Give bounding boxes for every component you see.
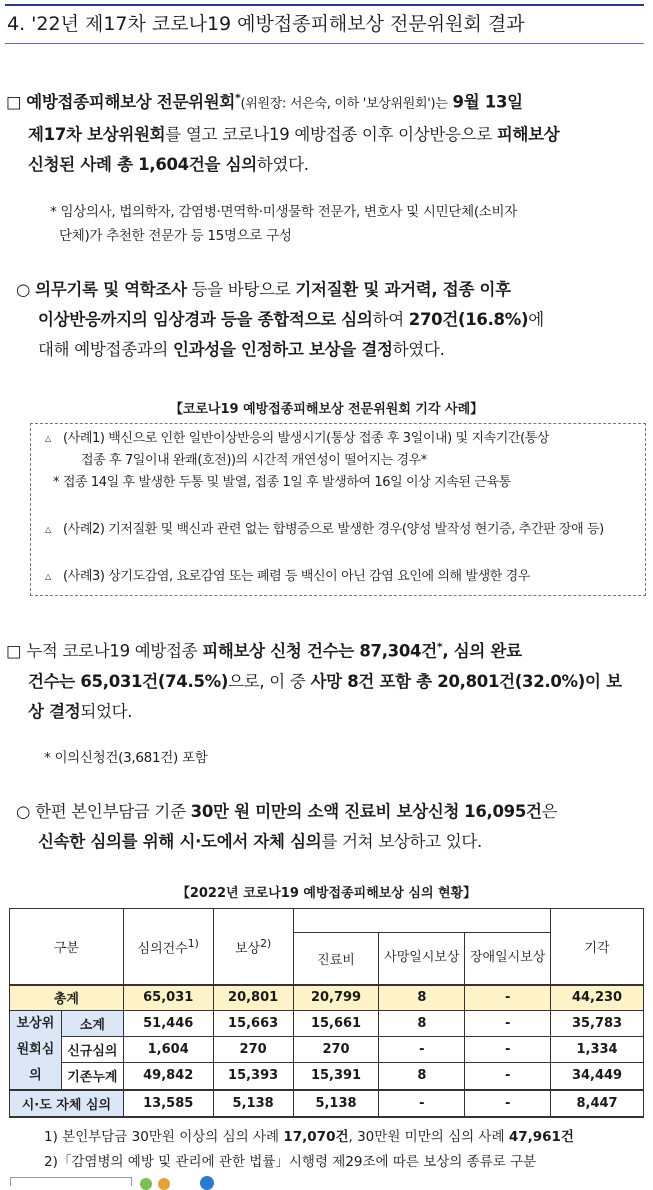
para3-text1: 누적 코로나19 예방접종	[26, 641, 198, 661]
paragraph-committee	[6, 83, 647, 180]
rejection-box-title: 【코로나19 예방접종피해보상 전문위원회 기각 사례】	[169, 402, 484, 417]
cell: 5,138	[213, 1090, 293, 1117]
star-mark-2: *	[436, 640, 443, 653]
header-reviews	[123, 909, 213, 985]
note1-line1: * 임상의사, 법의학자, 감염병·면역학·미생물학 전문가, 변호사 및 시민단체(소비자	[50, 204, 518, 220]
header-reviews-label: 심의건수	[137, 940, 188, 956]
paragraph-cumulative	[6, 632, 647, 727]
cell: 65,031	[123, 985, 213, 1011]
header-death: 사망일시보상	[379, 933, 465, 985]
header-medical: 진료비	[293, 933, 379, 985]
para2-bold3: 이상반응까지의 임상경과 등을 종합적으로 심의	[38, 310, 373, 329]
table-footnote-2: 2)「감염병의 예방 및 관리에 관한 법률」시행령 제29조에 따른 보상의 종류로 구분	[44, 1154, 537, 1170]
table-row-total	[10, 985, 644, 1011]
para2-bold4: 인과성을 인정하고 보상을 결정	[173, 340, 393, 359]
row-label: 기존누계	[61, 1063, 123, 1090]
green-icon	[140, 1178, 152, 1190]
cell: 15,393	[213, 1063, 293, 1090]
cell: -	[465, 1063, 551, 1090]
section-header: 4. '22년 제17차 코로나19 예방접종피해보상 전문위원회 결과	[5, 4, 644, 44]
header-category: 구분	[10, 909, 124, 985]
table-row-subtotal	[10, 1010, 644, 1036]
cell: 49,842	[123, 1063, 213, 1090]
blue-icon	[200, 1176, 214, 1190]
cell: -	[465, 1036, 551, 1062]
square-bullet-2: □	[6, 641, 22, 661]
cell: -	[465, 1010, 551, 1036]
footnote1-text: 1) 본인부담금 30만원 이상의 심의 사례	[44, 1129, 280, 1145]
para2-bold2: 기저질환 및 과거력, 접종 이후	[295, 280, 511, 299]
para2-text3: 에	[528, 310, 544, 329]
cell: 51,446	[123, 1010, 213, 1036]
total-applications: 피해보상 신청 건수는 87,304건	[202, 641, 437, 661]
para2-bold1: 의무기록 및 역학조사	[35, 280, 187, 299]
cell: 15,663	[213, 1010, 293, 1036]
case3-text: (사례3) 상기도감염, 요로감염 또는 폐렴 등 백신이 아닌 감염 요인에 의해 발생한 경우	[63, 569, 530, 584]
case1-line2: 접종 후 7일이내 완쾌(호전))의 시간적 개연성이 떨어지는 경우*	[81, 453, 427, 468]
orange-icon	[158, 1178, 170, 1190]
footnote-mark-2: 2)	[260, 936, 272, 950]
para2-text2: 하여	[372, 310, 404, 329]
case1-note: * 접종 14일 후 발생한 두통 및 발열, 접종 1일 후 발생하여 16일 이상 지속된 근육통	[53, 475, 511, 490]
para1-bold: 피해보상	[496, 124, 560, 144]
cell: -	[379, 1036, 465, 1062]
footnote-mark-1: 1)	[187, 936, 199, 950]
star-mark: *	[235, 91, 241, 104]
case2-text: (사례2) 기저질환 및 백신과 관련 없는 합병증으로 발생한 경우(양성 발작성 현기증, 추간판 장애 등)	[63, 522, 604, 537]
appeal-note: * 이의신청건(3,681건) 포함	[44, 750, 208, 766]
note1-line2: 단체)가 추천한 전문가 등 15명으로 구성	[59, 228, 292, 244]
meeting-date: 9월 13일	[452, 92, 523, 112]
header-comp-types	[293, 909, 550, 933]
approved-count: 270건(16.8%)	[408, 310, 529, 329]
row-label: 소계	[61, 1010, 123, 1036]
header-disability: 장애일시보상	[465, 933, 551, 985]
header-compensation	[213, 909, 293, 985]
cell: 270	[213, 1036, 293, 1062]
footnote1-bold2: 47,961건	[508, 1129, 574, 1145]
bottom-toolbar-strip	[0, 1174, 653, 1183]
case1-line1: △ (사례1) 백신으로 인한 일반이상반응의 발생시기(통상 접종 후 3일이내) 및 지속기간(통상	[63, 431, 550, 446]
para2-text4: 대해 예방접종과의	[38, 340, 169, 359]
cell: -	[465, 1090, 551, 1117]
group-label: 보상위원회심의	[10, 1010, 62, 1090]
row-label: 총계	[10, 985, 124, 1011]
square-bullet: □	[6, 92, 22, 112]
case-3	[45, 566, 639, 588]
para3-bold2: , 심의 완료	[442, 641, 522, 661]
para2-end: 하였다.	[392, 340, 445, 359]
para3-bold3: 상 결정	[28, 701, 81, 721]
footnote1-bold1: 17,070건	[283, 1129, 349, 1145]
case-1	[45, 428, 639, 472]
footnote1-text2: , 30만원 미만의 심의 사례	[348, 1129, 505, 1145]
rejection-cases-box	[30, 423, 646, 596]
case-count: 신청된 사례 총 1,604건을 심의	[28, 154, 257, 174]
para2-text1: 등을 바탕으로	[191, 280, 291, 299]
para4-bold1: 30만 원 미만의 소액 진료비 보상신청	[190, 802, 460, 821]
paragraph-review	[16, 275, 647, 365]
cell: 15,391	[293, 1063, 379, 1090]
para1-end: 하였다.	[256, 154, 309, 174]
cell: 1,334	[551, 1036, 644, 1062]
cell: 8,447	[551, 1090, 644, 1117]
small-claims-count: 16,095건	[464, 802, 542, 821]
cell: -	[379, 1090, 465, 1117]
committee-name: 예방접종피해보상 전문위원회	[26, 92, 236, 112]
para4-text2: 은	[541, 802, 558, 821]
review-status-table	[9, 908, 644, 1118]
cell: 8	[379, 985, 465, 1011]
para3-text2: 으로, 이 중	[228, 671, 306, 691]
cell: 15,661	[293, 1010, 379, 1036]
table-title: 【2022년 코로나19 예방접종피해보상 심의 현황】	[176, 886, 477, 901]
committee-note	[50, 200, 650, 248]
compensated-count: 사망 8건 포함 총 20,801건(32.0%)이 보	[310, 671, 622, 691]
cell: -	[465, 985, 551, 1011]
cell: 8	[379, 1063, 465, 1090]
cell: 5,138	[293, 1090, 379, 1117]
para4-text1: 한편 본인부담금 기준	[35, 802, 186, 821]
table-row-cumulative	[10, 1063, 644, 1090]
cell: 20,799	[293, 985, 379, 1011]
cell: 270	[293, 1036, 379, 1062]
header-rejected: 기각	[551, 909, 644, 985]
row-label: 시·도 자체 심의	[10, 1090, 124, 1117]
committee-chair: (위원장: 서은숙, 이하 '보상위원회')는	[240, 96, 448, 112]
paragraph-local	[16, 797, 647, 857]
cell: 44,230	[551, 985, 644, 1011]
meeting-number: 제17차 보상위원회	[28, 124, 166, 144]
para4-end: 를 거쳐 보상하고 있다.	[321, 832, 482, 851]
cell: 20,801	[213, 985, 293, 1011]
table-row-local	[10, 1090, 644, 1117]
cell: 34,449	[551, 1063, 644, 1090]
case-2	[45, 519, 639, 541]
completed-count: 건수는 65,031건(74.5%)	[28, 671, 229, 691]
cell: 13,585	[123, 1090, 213, 1117]
header-comp-label: 보상	[234, 940, 261, 956]
para4-bold2: 신속한 심의를 위해 시·도에서 자체 심의	[38, 832, 322, 851]
table-row-new	[10, 1036, 644, 1062]
cell: 1,604	[123, 1036, 213, 1062]
circle-bullet-2: ○	[16, 802, 31, 821]
cell: 8	[379, 1010, 465, 1036]
cell: 35,783	[551, 1010, 644, 1036]
para1-text: 를 열고 코로나19 예방접종 이후 이상반응으로	[165, 124, 492, 144]
para3-end: 되었다.	[80, 701, 133, 721]
row-label: 신규심의	[61, 1036, 123, 1062]
table-footnote-1	[44, 1126, 574, 1148]
circle-bullet: ○	[16, 280, 31, 299]
toolbar-box	[10, 1177, 132, 1186]
